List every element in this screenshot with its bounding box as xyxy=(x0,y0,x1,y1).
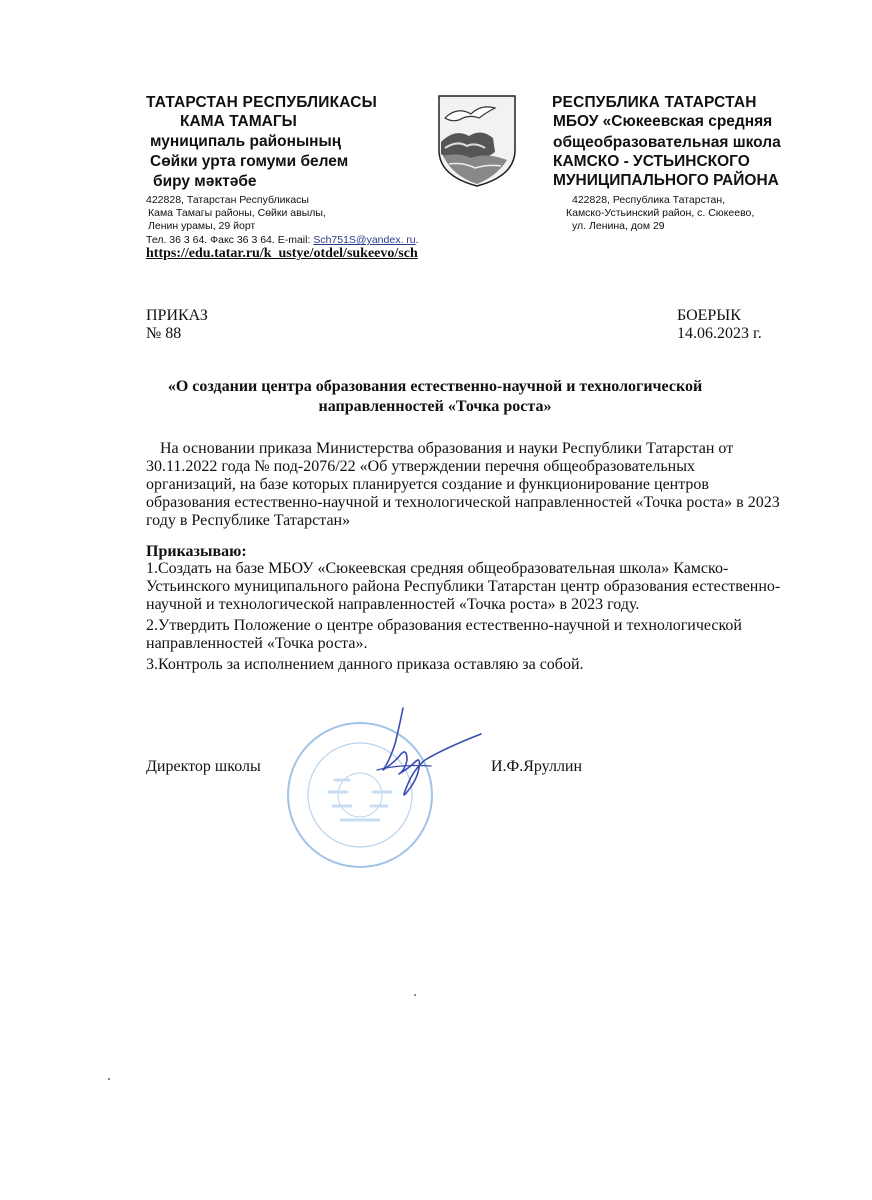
contacts-prefix: Тел. 36 3 64. Факс 36 3 64. E-mail: xyxy=(146,234,314,246)
header-right-address-line3: ул. Ленина, дом 29 xyxy=(572,220,665,232)
order-label-ru: ПРИКАЗ xyxy=(146,307,208,324)
director-signature-icon xyxy=(355,704,485,804)
header-left-address-line2: Кама Тамагы районы, Сөйки авылы, xyxy=(148,207,326,219)
order-item-2: 2.Утвердить Положение о центре образования естественно-научной и технологической направленностей «Точка роста». xyxy=(146,617,742,652)
header-right-address-line1: 422828, Республика Татарстан, xyxy=(572,194,726,206)
header-left-address-line1: 422828, Татарстан Республикасы xyxy=(146,194,309,206)
signatory-role: Директор школы xyxy=(146,758,261,775)
order-number: № 88 xyxy=(146,325,182,342)
header-left-republic: ТАТАРСТАН РЕСПУБЛИКАСЫ xyxy=(146,94,378,111)
header-left-school-line1: Сөйки урта гомуми белем xyxy=(150,153,349,170)
header-left-school-line2: биру мәктәбе xyxy=(153,173,257,190)
district-emblem-icon xyxy=(435,92,519,188)
order-item-3: 3.Контроль за исполнением данного приказа оставляю за собой. xyxy=(146,656,584,673)
signatory-name: И.Ф.Яруллин xyxy=(491,758,583,775)
header-right-district-line1: КАМСКО - УСТЬИНСКОГО xyxy=(553,153,750,170)
website-link[interactable]: https://edu.tatar.ru/k_ustye/otdel/sukeevo/sch xyxy=(146,246,418,261)
document-title: «О создании центра образования естественно-научной и технологической направленностей «Точка роста» xyxy=(167,378,703,415)
header-left-address-line3: Ленин урамы, 29 йорт xyxy=(148,220,256,232)
order-item-1: 1.Создать на базе МБОУ «Сюкеевская средняя общеобразовательная школа» Камско-Устьинского муниципального района Республики Татарстан центр образования естественно-научной и технологической направленностей «Точка роста» в 2023 году. xyxy=(146,560,781,613)
header-right-district-line2: МУНИЦИПАЛЬНОГО РАЙОНА xyxy=(553,172,779,189)
header-right-republic: РЕСПУБЛИКА ТАТАРСТАН xyxy=(552,94,757,111)
header-left-district: КАМА ТАМАГЫ xyxy=(180,113,297,130)
order-date: 14.06.2023 г. xyxy=(677,325,762,342)
contacts-suffix: . xyxy=(415,234,419,246)
header-right-address-line2: Камско-Устьинский район, с. Сюкеево, xyxy=(566,207,755,219)
scan-speck xyxy=(414,994,416,996)
order-word: Приказываю: xyxy=(146,543,247,560)
email-link[interactable]: Sch751S@yandex. ru xyxy=(313,234,416,246)
header-left-municipal: муниципаль районының xyxy=(150,133,342,150)
header-right-school-line2: общеобразовательная школа xyxy=(553,134,781,151)
scan-speck xyxy=(108,1078,110,1080)
header-right-school-line1: МБОУ «Сюкеевская средняя xyxy=(553,113,773,130)
order-label-tt: БОЕРЫК xyxy=(677,307,741,324)
preamble-paragraph: На основании приказа Министерства образования и науки Республики Татарстан от 30.11.2022 года № под-2076/22 «Об утверждении перечня общеобразовательных организаций, на базе которых планируется создание и функционирование центров образования естественно-научной и технологической направленностей «Точка роста» в 2023 году в Республике Татарстан» xyxy=(146,440,780,529)
header-left-contacts xyxy=(146,234,419,246)
